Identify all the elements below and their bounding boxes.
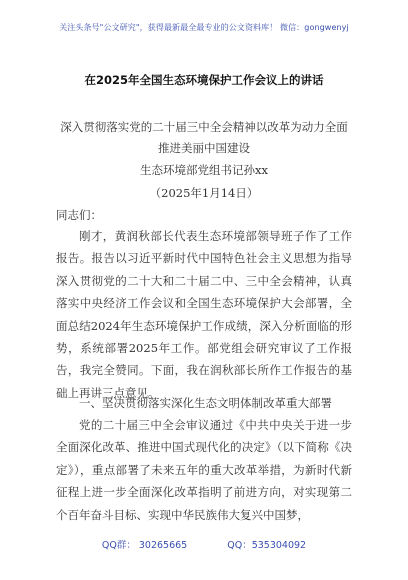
footer-contact (0, 537, 408, 551)
subtitle-line-2: 推进美丽中国建设 (158, 141, 250, 155)
paragraph-main: 刚才，黄润秋部长代表生态环境部领导班子作了工作报告。报告以习近平新时代中国特色社会主义思想为指导深入贯彻党的二十大和二十届二中、三中全会精神，认真落实中央经济工作会议和全国生态环境保护大会部署，全面总结2024年生态环境保护工作成绩，深入分析面临的形势，系统部署2025年工作。部党组会研究审议了工作报告，我完全赞同。下面，我在润秋部长所作工作报告的基础上再讲三点意见。 (56, 229, 352, 400)
subtitle-line-1: 深入贯彻落实党的二十届三中全会精神以改革为动力全面 (60, 120, 348, 134)
salutation: 同志们： (56, 208, 102, 222)
speaker-line: 生态环境部党组书记孙xx (140, 163, 268, 177)
footer-qq-group: QQ群： 30265665 (101, 540, 188, 551)
date-line: （2025年1月14日） (149, 186, 259, 200)
paragraph-last: 党的二十届三中全会审议通过《中共中央关于进一步全面深化改革、推进中国式现代化的决定》（以下简称《决定》），重点部署了未来五年的重大改革举措，为新时代新征程上进一步全面深化改革指明了前进方向，对实现第二个百年奋斗目标、实现中华民族伟大复兴中国梦， (56, 418, 352, 522)
section-heading: 一、坚决贯彻落实深化生态文明体制改革重大部署 (79, 396, 332, 410)
footer-qq-number: QQ：535304092 (227, 540, 307, 551)
header-note: 关注头条号"公文研究"，获得最新最全最专业的公文资料库！ 微信：gongwenyj (59, 23, 349, 32)
document-title: 在2025年全国生态环境保护工作会议上的讲话 (84, 73, 324, 87)
